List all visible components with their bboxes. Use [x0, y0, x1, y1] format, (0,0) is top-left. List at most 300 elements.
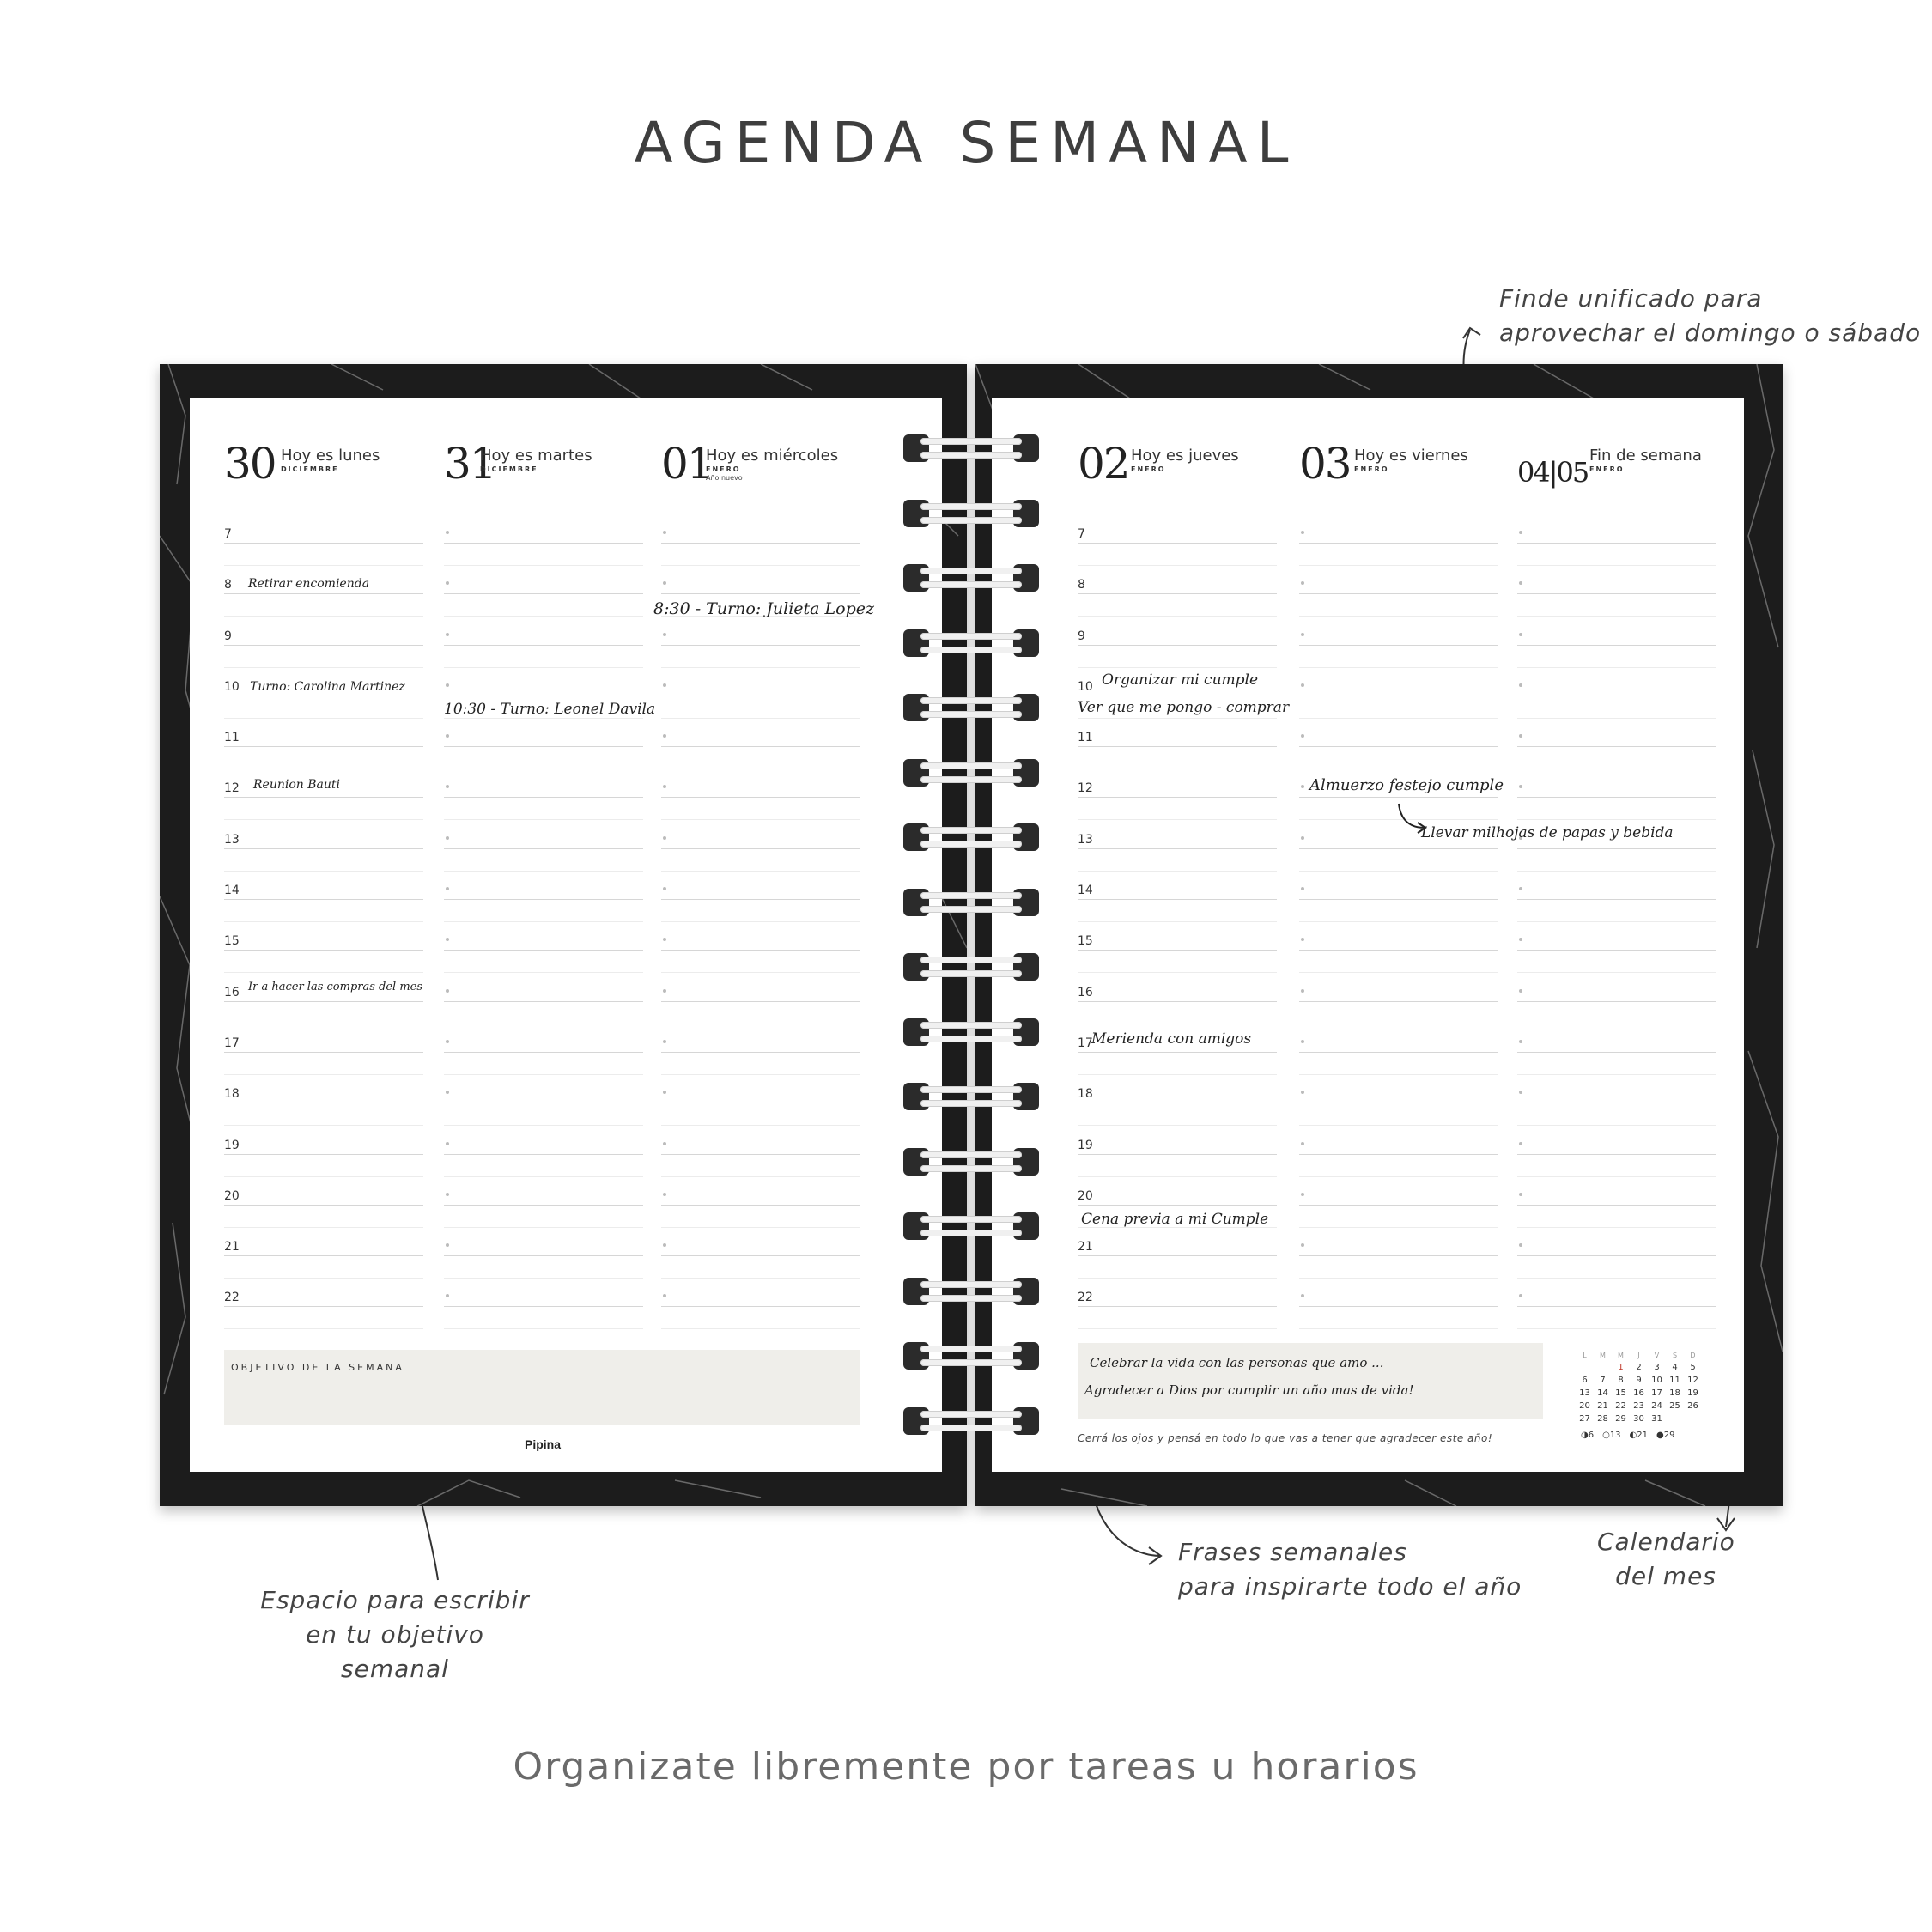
hour-slot[interactable]: [1517, 1282, 1716, 1333]
hour-slot[interactable]: [444, 1078, 643, 1129]
day-column-weekend: [1517, 440, 1716, 500]
slot-line: [1299, 1052, 1498, 1053]
calendar-day: 20: [1579, 1401, 1590, 1411]
hour-slot[interactable]: [1299, 1130, 1498, 1181]
hour-slot[interactable]: [661, 671, 860, 722]
slot-subline: [661, 1328, 860, 1329]
slot-subline: [1517, 1227, 1716, 1228]
hour-slot[interactable]: [1517, 569, 1716, 620]
slot-line: [224, 899, 423, 900]
moon-phases: [1576, 1431, 1704, 1440]
slot-subline: [444, 616, 643, 617]
slot-subline: [1517, 1125, 1716, 1126]
ring-wire: [920, 1359, 1022, 1366]
calendar-weekday: V: [1654, 1352, 1660, 1359]
day-column-wednesday: [661, 440, 860, 500]
bullet-dot: [446, 785, 449, 788]
slot-subline: [1517, 972, 1716, 973]
spiral-ring: [903, 951, 1039, 982]
calendar-day: 16: [1633, 1388, 1644, 1398]
ring-wire: [920, 568, 1022, 574]
slot-line: [444, 797, 643, 798]
slot-subline: [1299, 616, 1498, 617]
hour-slot[interactable]: [1299, 519, 1498, 569]
day-month: ENERO: [1589, 465, 1625, 473]
hour-label: 15: [1078, 934, 1093, 949]
slot-subline: [661, 1278, 860, 1279]
ring-wire: [920, 697, 1022, 704]
hour-slot[interactable]: [661, 1231, 860, 1282]
slot-line: [1299, 746, 1498, 747]
day-header: [1078, 440, 1277, 500]
hour-label: 21: [224, 1240, 240, 1255]
slot-subline: [1299, 1328, 1498, 1329]
hour-slot[interactable]: [1517, 875, 1716, 926]
bullet-dot: [1301, 734, 1304, 738]
slot-line: [444, 1154, 643, 1155]
slot-line: [444, 848, 643, 849]
calendar-day: [1594, 1363, 1612, 1372]
hour-slot[interactable]: [444, 621, 643, 671]
calendar-day: 11: [1669, 1376, 1680, 1385]
hour-label: 7: [224, 527, 232, 541]
hour-slot[interactable]: [661, 722, 860, 773]
entry-lunes-8: Retirar encomienda: [248, 577, 370, 591]
hour-slot[interactable]: [661, 1282, 860, 1333]
slot-subline: [1078, 1074, 1277, 1075]
slot-line: [224, 1255, 423, 1256]
right-sheet: [992, 398, 1744, 1472]
hour-slot[interactable]: [1078, 1282, 1277, 1333]
hour-slot[interactable]: [661, 1130, 860, 1181]
hour-slot[interactable]: [444, 722, 643, 773]
hour-label: 17: [1078, 1036, 1093, 1050]
ring-wire: [920, 776, 1022, 783]
hour-label: 17: [224, 1036, 240, 1050]
calendar-day: 27: [1579, 1414, 1590, 1424]
slot-subline: [444, 1074, 643, 1075]
hour-slot[interactable]: [661, 773, 860, 823]
slot-line: [661, 1306, 860, 1307]
hour-slot[interactable]: [1299, 977, 1498, 1028]
hour-slot[interactable]: [661, 926, 860, 976]
slot-subline: [661, 718, 860, 719]
hour-label: 16: [224, 985, 240, 999]
day-column-thursday: [1078, 440, 1277, 500]
hour-label: 13: [1078, 832, 1093, 847]
slot-subline: [1517, 1328, 1716, 1329]
bullet-dot: [1301, 989, 1304, 993]
slot-subline: [1078, 1278, 1277, 1279]
hour-slot[interactable]: [1078, 722, 1277, 773]
slot-line: [1299, 1205, 1498, 1206]
hour-slot[interactable]: [1299, 722, 1498, 773]
slot-line: [1517, 1255, 1716, 1256]
calendar-day: 25: [1669, 1401, 1680, 1411]
hour-slot[interactable]: [1517, 1231, 1716, 1282]
hour-slot[interactable]: [1299, 1282, 1498, 1333]
weekly-quote: Cerrá los ojos y pensá en todo lo que vas a tener que agradecer este año!: [1078, 1432, 1493, 1444]
slot-line: [661, 543, 860, 544]
hour-slot[interactable]: [224, 824, 423, 875]
slot-subline: [1299, 718, 1498, 719]
hour-slot[interactable]: [1299, 926, 1498, 976]
weekend-note-line-2: aprovechar el domingo o sábado: [1499, 319, 1922, 347]
slot-subline: [224, 565, 423, 566]
hour-slot[interactable]: [1517, 722, 1716, 773]
slot-line: [1078, 1205, 1277, 1206]
slot-line: [661, 797, 860, 798]
day-column-friday: [1299, 440, 1498, 500]
bullet-dot: [663, 989, 666, 993]
slot-line: [661, 848, 860, 849]
hour-slot[interactable]: [1517, 926, 1716, 976]
hour-slot[interactable]: [1078, 773, 1277, 823]
slot-line: [1517, 645, 1716, 646]
slot-line: [661, 950, 860, 951]
hour-slot[interactable]: [224, 621, 423, 671]
slot-line: [1517, 593, 1716, 594]
entry-martes-10: 10:30 - Turno: Leonel Davila: [444, 701, 656, 718]
bullet-dot: [446, 1193, 449, 1196]
bullet-dot: [1301, 1294, 1304, 1297]
ring-wire: [920, 1411, 1022, 1418]
slot-line: [444, 899, 643, 900]
slot-line: [224, 848, 423, 849]
bullet-dot: [663, 683, 666, 687]
phrases-note-line-2: para inspirarte todo el año: [1178, 1572, 1522, 1601]
bullet-dot: [1301, 633, 1304, 636]
hour-slot[interactable]: [1078, 875, 1277, 926]
slot-subline: [224, 1328, 423, 1329]
weekly-goal-box[interactable]: [224, 1350, 860, 1425]
hour-slot[interactable]: [444, 1181, 643, 1231]
calendar-day: 18: [1669, 1388, 1680, 1398]
slot-subline: [1078, 667, 1277, 668]
slot-line: [1299, 1154, 1498, 1155]
hour-slot[interactable]: [1517, 977, 1716, 1028]
hour-slot[interactable]: [661, 1028, 860, 1078]
hour-slot[interactable]: [1078, 824, 1277, 875]
slot-line: [661, 899, 860, 900]
slot-line: [1517, 1154, 1716, 1155]
goal-line-1: Celebrar la vida con las personas que amo ...: [1090, 1355, 1384, 1370]
slot-line: [661, 746, 860, 747]
bullet-dot: [1301, 1193, 1304, 1196]
hour-slot[interactable]: [1299, 569, 1498, 620]
brand-name: Pipina: [525, 1437, 562, 1451]
slot-line: [224, 543, 423, 544]
slot-line: [661, 645, 860, 646]
slot-subline: [224, 667, 423, 668]
slot-subline: [661, 1227, 860, 1228]
slot-subline: [661, 1125, 860, 1126]
slot-line: [661, 1255, 860, 1256]
slot-line: [224, 1001, 423, 1002]
hour-slot[interactable]: [661, 1078, 860, 1129]
hour-slot[interactable]: [1078, 977, 1277, 1028]
slot-subline: [224, 972, 423, 973]
slot-line: [1299, 543, 1498, 544]
hour-slot[interactable]: [444, 1130, 643, 1181]
spiral-ring: [903, 1081, 1039, 1112]
bullet-dot: [1519, 531, 1522, 534]
hour-slot[interactable]: [444, 1231, 643, 1282]
slot-subline: [1517, 1278, 1716, 1279]
ring-wire: [920, 841, 1022, 848]
day-holiday: Año nuevo: [706, 474, 743, 482]
bullet-dot: [446, 734, 449, 738]
slot-line: [224, 1306, 423, 1307]
hour-slot[interactable]: [1078, 569, 1277, 620]
hour-slot[interactable]: [1517, 1078, 1716, 1129]
hour-slot[interactable]: [444, 773, 643, 823]
slot-subline: [1078, 921, 1277, 922]
bullet-dot: [1301, 531, 1304, 534]
hour-slot[interactable]: [224, 1282, 423, 1333]
slot-line: [444, 1205, 643, 1206]
bullet-dot: [663, 1142, 666, 1145]
hour-slots-wednesday: [661, 519, 860, 1334]
calendar-day: 22: [1615, 1401, 1626, 1411]
hour-slot[interactable]: [444, 1282, 643, 1333]
hour-slot[interactable]: [224, 1130, 423, 1181]
hour-label: 18: [224, 1087, 240, 1102]
slot-line: [1517, 1052, 1716, 1053]
hour-slot[interactable]: [661, 824, 860, 875]
bullet-dot: [1519, 989, 1522, 993]
calendar-day: 10: [1651, 1376, 1662, 1385]
slot-line: [661, 1154, 860, 1155]
hour-label: 11: [1078, 731, 1093, 745]
bullet-dot: [446, 1294, 449, 1297]
slot-subline: [1517, 718, 1716, 719]
day-number: 30: [224, 439, 276, 489]
bullet-dot: [1519, 938, 1522, 941]
hour-slot[interactable]: [1078, 926, 1277, 976]
slot-subline: [1517, 565, 1716, 566]
hour-slots-monday: [224, 519, 423, 1334]
slot-line: [1078, 1255, 1277, 1256]
entry-viernes-13: Llevar milhojas de papas y bebida: [1421, 824, 1674, 841]
hour-slot[interactable]: [661, 1181, 860, 1231]
hour-slot[interactable]: [444, 1028, 643, 1078]
day-column-monday: [224, 440, 423, 500]
ring-wire: [920, 1022, 1022, 1029]
bullet-dot: [1519, 1040, 1522, 1043]
slot-subline: [1078, 616, 1277, 617]
day-column-tuesday: [444, 440, 643, 500]
calendar-day: 8: [1618, 1376, 1624, 1385]
hour-slot[interactable]: [444, 519, 643, 569]
hour-slot[interactable]: [1078, 1130, 1277, 1181]
hour-slots-friday: [1299, 519, 1498, 1334]
bullet-dot: [1519, 734, 1522, 738]
hour-slot[interactable]: [1299, 1181, 1498, 1231]
slot-subline: [444, 718, 643, 719]
hour-slot[interactable]: [444, 569, 643, 620]
ring-wire: [920, 452, 1022, 459]
phrases-note-line-1: Frases semanales: [1178, 1538, 1407, 1566]
slot-subline: [1078, 1176, 1277, 1177]
tagline: Organizate libremente por tareas u horarios: [513, 1745, 1419, 1789]
slot-subline: [1299, 565, 1498, 566]
hour-slot[interactable]: [1517, 519, 1716, 569]
slot-line: [444, 746, 643, 747]
hour-slot[interactable]: [1078, 1078, 1277, 1129]
hour-slot[interactable]: [1517, 773, 1716, 823]
bullet-dot: [663, 633, 666, 636]
hour-slot[interactable]: [224, 519, 423, 569]
calendar-day: 28: [1597, 1414, 1608, 1424]
hour-slot[interactable]: [224, 1231, 423, 1282]
day-header: [1299, 440, 1498, 500]
left-cover: [160, 364, 967, 1506]
calendar-day: 6: [1582, 1376, 1588, 1385]
hour-slot[interactable]: [224, 1181, 423, 1231]
slot-subline: [224, 1176, 423, 1177]
hour-slot[interactable]: [661, 519, 860, 569]
slot-line: [1517, 1001, 1716, 1002]
calendar-weekday: L: [1583, 1352, 1587, 1359]
calendar-day: 7: [1600, 1376, 1606, 1385]
slot-line: [1078, 899, 1277, 900]
hour-label: 9: [224, 629, 232, 643]
bullet-dot: [1519, 633, 1522, 636]
spiral-ring: [903, 628, 1039, 659]
calendar-note-line-2: del mes: [1615, 1562, 1716, 1590]
slot-subline: [444, 1125, 643, 1126]
slot-subline: [444, 667, 643, 668]
hour-label: 13: [224, 832, 240, 847]
hour-slot[interactable]: [444, 875, 643, 926]
weekly-goal-box[interactable]: [1078, 1343, 1543, 1419]
bullet-dot: [446, 581, 449, 585]
ring-wire: [920, 892, 1022, 899]
day-month: ENERO: [1354, 465, 1389, 473]
hour-slot[interactable]: [1517, 1130, 1716, 1181]
hour-slot[interactable]: [224, 875, 423, 926]
ring-wire: [920, 1216, 1022, 1223]
moon-phase-icon: ○13: [1602, 1431, 1621, 1440]
hour-slot[interactable]: [444, 977, 643, 1028]
slot-line: [1299, 593, 1498, 594]
hour-slot[interactable]: [1078, 1231, 1277, 1282]
bullet-dot: [1519, 1193, 1522, 1196]
ring-wire: [920, 1281, 1022, 1288]
ring-wire: [920, 906, 1022, 913]
hour-slot[interactable]: [661, 621, 860, 671]
entry-viernes-12: Almuerzo festejo cumple: [1309, 776, 1504, 794]
slot-subline: [1517, 819, 1716, 820]
hour-slot[interactable]: [224, 1078, 423, 1129]
day-name: Hoy es jueves: [1131, 447, 1239, 465]
hour-slot[interactable]: [1299, 1028, 1498, 1078]
ring-wire: [920, 970, 1022, 977]
calendar-day: 5: [1690, 1363, 1696, 1372]
calendar-weekday: M: [1600, 1352, 1606, 1359]
moon-phase-icon: ●29: [1656, 1431, 1675, 1440]
arrow-icon: [1395, 802, 1430, 836]
bullet-dot: [663, 938, 666, 941]
slot-line: [1299, 645, 1498, 646]
calendar-weekday: J: [1637, 1352, 1640, 1359]
hour-slot[interactable]: [1299, 1078, 1498, 1129]
bullet-dot: [663, 1040, 666, 1043]
slot-subline: [1078, 871, 1277, 872]
hour-slot[interactable]: [444, 926, 643, 976]
slot-subline: [444, 972, 643, 973]
bullet-dot: [446, 633, 449, 636]
hour-slot[interactable]: [1517, 671, 1716, 722]
hour-slot[interactable]: [444, 824, 643, 875]
ring-wire: [920, 711, 1022, 718]
ring-wire: [920, 1295, 1022, 1302]
calendar-day: 1: [1618, 1363, 1624, 1372]
bullet-dot: [663, 581, 666, 585]
slot-subline: [1299, 1227, 1498, 1228]
hour-slot[interactable]: [1299, 621, 1498, 671]
slot-subline: [1299, 921, 1498, 922]
day-name: Hoy es martes: [480, 447, 592, 465]
slot-subline: [661, 921, 860, 922]
moon-phase-icon: ◑6: [1581, 1431, 1595, 1440]
ring-wire: [920, 1230, 1022, 1236]
spiral-ring: [903, 433, 1039, 464]
bullet-dot: [663, 785, 666, 788]
hour-slot[interactable]: [661, 977, 860, 1028]
hour-label: 16: [1078, 985, 1093, 999]
hour-label: 11: [224, 731, 240, 745]
slot-subline: [224, 1278, 423, 1279]
calendar-note-line-1: Calendario: [1597, 1528, 1735, 1556]
bullet-dot: [1519, 1091, 1522, 1094]
hour-label: 12: [224, 781, 240, 796]
hour-slot[interactable]: [1517, 1028, 1716, 1078]
day-number: 02: [1078, 439, 1129, 489]
hour-slot[interactable]: [224, 722, 423, 773]
hour-slot[interactable]: [1517, 1181, 1716, 1231]
slot-subline: [1517, 1176, 1716, 1177]
hour-slot[interactable]: [1299, 1231, 1498, 1282]
hour-slot[interactable]: [224, 671, 423, 722]
ring-wire: [920, 1036, 1022, 1042]
hour-label: 19: [1078, 1138, 1093, 1152]
slot-line: [1078, 1306, 1277, 1307]
slot-line: [661, 1001, 860, 1002]
bullet-dot: [1301, 1040, 1304, 1043]
day-number: 01: [661, 439, 713, 489]
bullet-dot: [446, 1142, 449, 1145]
hour-slot[interactable]: [1078, 519, 1277, 569]
hour-slot[interactable]: [661, 875, 860, 926]
slot-line: [224, 1154, 423, 1155]
bullet-dot: [1301, 938, 1304, 941]
bullet-dot: [1519, 785, 1522, 788]
hour-slot[interactable]: [1299, 671, 1498, 722]
slot-line: [1517, 899, 1716, 900]
slot-subline: [1078, 1125, 1277, 1126]
hour-slot[interactable]: [1299, 875, 1498, 926]
hour-slot[interactable]: [1078, 621, 1277, 671]
slot-line: [661, 1205, 860, 1206]
hour-slot[interactable]: [224, 926, 423, 976]
hour-label: 22: [1078, 1291, 1093, 1305]
bullet-dot: [663, 734, 666, 738]
hour-slot[interactable]: [1517, 621, 1716, 671]
slot-subline: [1517, 921, 1716, 922]
hour-slot[interactable]: [224, 1028, 423, 1078]
